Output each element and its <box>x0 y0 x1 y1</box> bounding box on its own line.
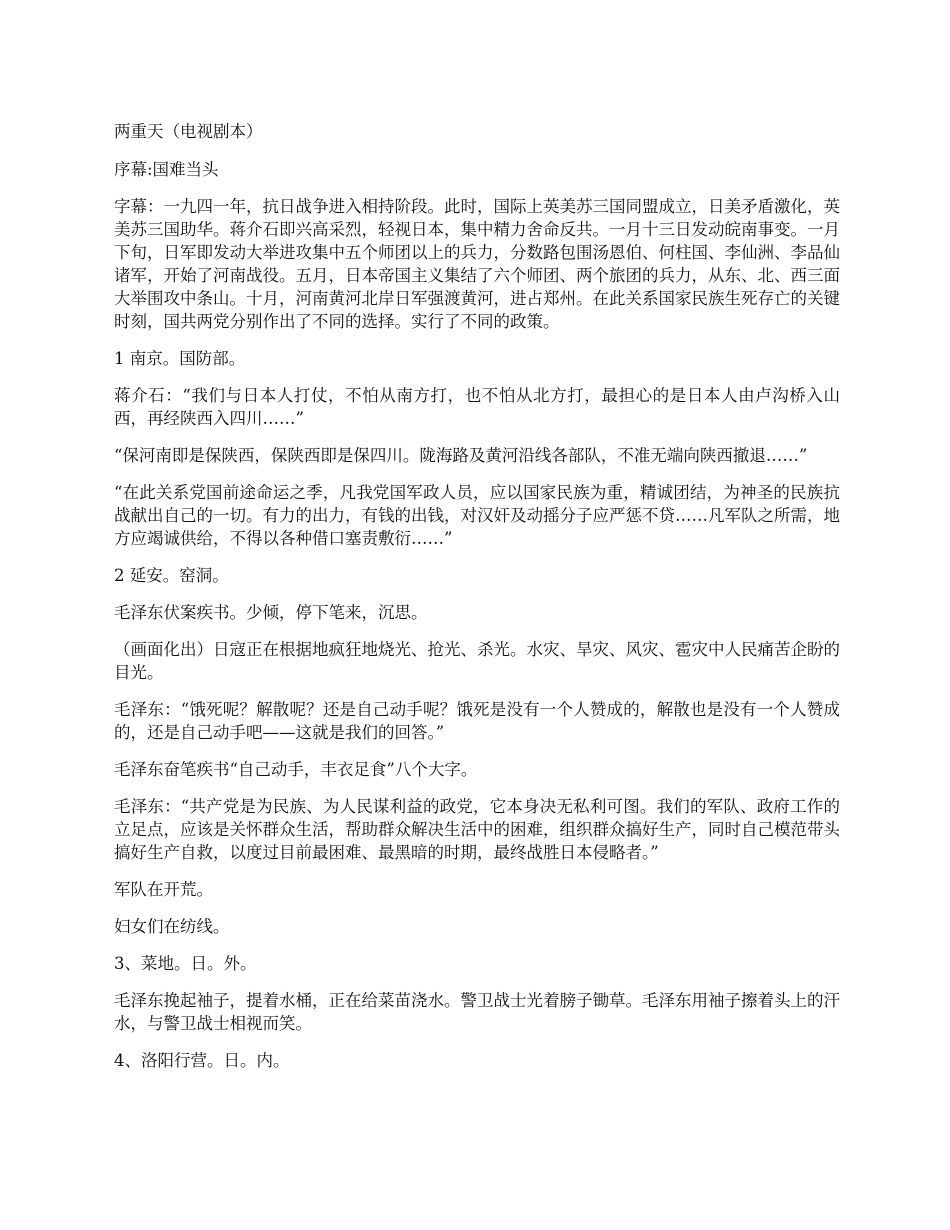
caption-paragraph: 字幕：一九四一年，抗日战争进入相持阶段。此时，国际上英美苏三国同盟成立，日美矛盾激化，英美苏三国助华。蒋介石即兴高采烈，轻视日本，集中精力舍命反共。一月十三日发动皖南事变。一月下旬，日军即发动大举进攻集中五个师团以上的兵力，分数路包围汤恩伯、何柱国、李仙洲、李品仙诸军，开始了河南战役。五月，日本帝国主义集结了六个师团、两个旅团的兵力，从东、北、西三面大举围攻中条山。十月，河南黄河北岸日军强渡黄河，进占郑州。在此关系国家民族生死存亡的关键时刻，国共两党分别作出了不同的选择。实行了不同的政策。 <box>114 197 840 331</box>
document-page <box>114 120 840 1086</box>
dialogue-paragraph: “在此关系党国前途命运之季，凡我党国军政人员，应以国家民族为重，精诚团结，为神圣的民族抗战献出自己的一切。有力的出力，有钱的出钱，对汉奸及动摇分子应严惩不贷……凡军队之所需，地方应竭诚供给，不得以各种借口塞责敷衍……” <box>114 483 840 548</box>
dialogue-paragraph: 毛泽东：“共产党是为民族、为人民谋利益的政党，它本身决无私利可图。我们的军队、政府工作的立足点，应该是关怀群众生活，帮助群众解决生活中的困难，组织群众搞好生产，同时自己模范带头搞好生产自救，以度过目前最困难、最黑暗的时期，最终战胜日本侵略者。” <box>114 797 840 862</box>
scene-heading-3: 3、菜地。日。外。 <box>114 954 257 973</box>
scene-heading-2: 2 延安。窑洞。 <box>114 566 229 585</box>
action-paragraph: 毛泽东伏案疾书。少倾，停下笔来，沉思。 <box>114 603 428 622</box>
dialogue-paragraph: “保河南即是保陕西，保陕西即是保四川。陇海路及黄河沿线各部队，不准无端向陕西撤退……” <box>114 446 808 465</box>
action-paragraph: 毛泽东奋笔疾书“自己动手，丰衣足食”八个大字。 <box>114 760 478 779</box>
action-paragraph: 妇女们在纺线。 <box>114 917 230 936</box>
action-paragraph: （画面化出）日寇正在根据地疯狂地烧光、抢光、杀光。水灾、旱灾、风灾、雹灾中人民痛苦企盼的目光。 <box>114 640 840 682</box>
document-title: 两重天（电视剧本） <box>114 122 263 141</box>
scene-heading-4: 4、洛阳行营。日。内。 <box>114 1051 290 1070</box>
dialogue-paragraph: 毛泽东：“饿死呢？解散呢？还是自己动手呢？饿死是没有一个人赞成的，解散也是没有一个人赞成的，还是自己动手吧——这就是我们的回答。” <box>114 700 840 742</box>
scene-heading-1: 1 南京。国防部。 <box>114 349 246 368</box>
action-paragraph: 毛泽东挽起袖子，提着水桶，正在给菜苗浇水。警卫战士光着膀子锄草。毛泽东用袖子擦着头上的汗水，与警卫战士相视而笑。 <box>114 991 840 1033</box>
action-paragraph: 军队在开荒。 <box>114 880 213 899</box>
dialogue-paragraph: 蒋介石：“我们与日本人打仗，不怕从南方打，也不怕从北方打，最担心的是日本人由卢沟桥入山西，再经陕西入四川……” <box>114 386 840 428</box>
prologue-heading: 序幕:国难当头 <box>114 160 219 179</box>
